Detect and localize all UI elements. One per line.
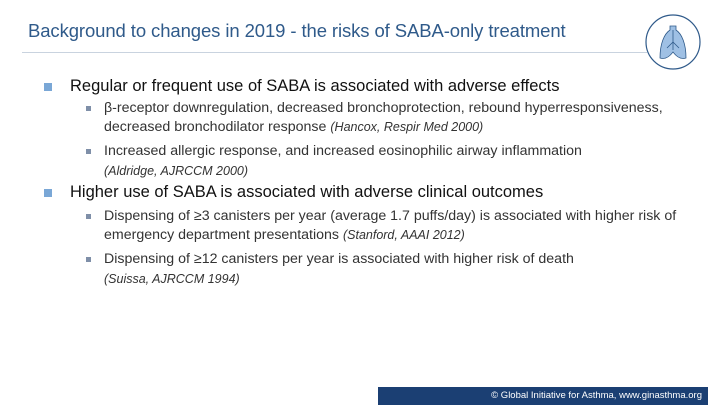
- footer-text: © Global Initiative for Asthma, www.ginasthma.org: [491, 390, 702, 401]
- sub-bullet-square: [86, 106, 91, 111]
- citation: (Hancox, Respir Med 2000): [330, 120, 484, 134]
- sub-bullet-text: [104, 207, 704, 245]
- bullet-square: [44, 189, 52, 197]
- bullet-square: [44, 83, 52, 91]
- bullet-text: Higher use of SABA is associated with adverse clinical outcomes: [70, 183, 544, 201]
- sub-bullet-text: [104, 99, 704, 137]
- gina-logo-icon: [640, 12, 706, 72]
- citation: (Aldridge, AJRCCM 2000): [104, 164, 249, 178]
- slide-title: Background to changes in 2019 - the risks of SABA-only treatment: [28, 20, 566, 41]
- sub-bullet-text: Increased allergic response, and increased eosinophilic airway inflammation: [104, 143, 582, 159]
- citation: (Stanford, AAAI 2012): [342, 228, 465, 242]
- bullet-text: Regular or frequent use of SABA is associated with adverse effects: [70, 77, 560, 95]
- sub-bullet-square: [86, 149, 91, 154]
- footer-bar: [378, 387, 708, 405]
- sub-bullet-square: [86, 257, 91, 262]
- citation: (Suissa, AJRCCM 1994): [104, 272, 240, 286]
- sub-bullet-body: Dispensing of ≥3 canisters per year (average 1.7 puffs/day) is associated with higher risk of emergency department presentations: [104, 208, 677, 243]
- title-divider: [22, 52, 647, 53]
- sub-bullet-body: β-receptor downregulation, decreased bronchoprotection, rebound hyperresponsiveness, decreased bronchodilator response: [104, 100, 663, 135]
- sub-bullet-square: [86, 214, 91, 219]
- sub-bullet-text: Dispensing of ≥12 canisters per year is associated with higher risk of death: [104, 251, 574, 267]
